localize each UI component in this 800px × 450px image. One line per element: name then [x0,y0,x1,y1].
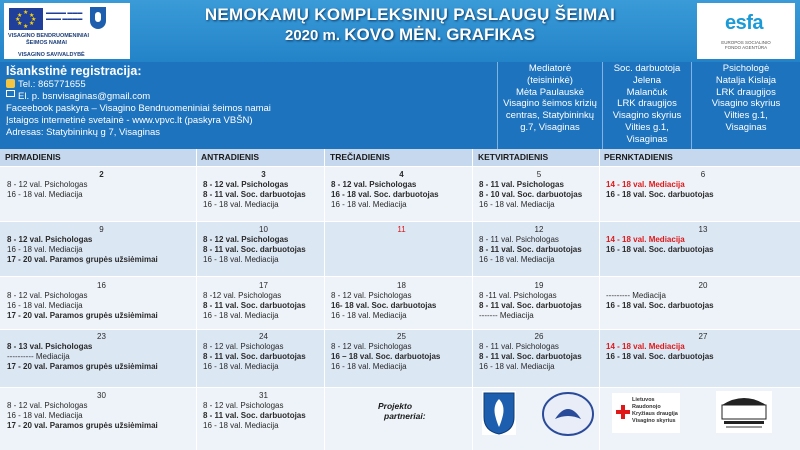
specialist-mediator: Mediatorė (teisininkė) Mėta Paulauskė Visagino šeimos krizių centras, Statybininkų g.7, Visaginas [498,62,602,149]
phone-icon [6,79,15,88]
day-wednesday: TREČIADIENIS [330,152,390,162]
day-cell-25: 25 8 - 12 val. Psichologas 16 – 18 val. Soc. darbuotojas 16 - 18 val. Mediacija [331,332,441,371]
esfa-logo-text: esfa [725,12,764,34]
page-subtitle: 2020 m. KOVO MĖN. GRAFIKAS [284,25,535,44]
day-cell-26: 26 8 - 11 val. Psichologas 8 - 11 val. Soc. darbuotojas 16 - 18 val. Mediacija [479,332,582,371]
day-cell-16: 16 8 - 12 val. Psichologas 16 - 18 val. Mediacija 17 - 20 val. Paramos grupės užsiėmimai [7,281,158,320]
header-banner [0,0,800,62]
day-cell-20: 20 --------- Mediacija 16 - 18 val. Soc. darbuotojas [606,281,714,310]
municipality-name: VISAGINO SAVIVALDYBĖ [18,52,85,58]
day-cell-13: 13 14 - 18 val. Mediacija 16 - 18 val. Soc. darbuotojas [606,225,714,254]
website-text: Įstaigos internetinė svetainė - www.vpvc.lt (paskyra VBŠN) [6,115,253,126]
days-header-row [0,149,800,166]
day-tuesday: ANTRADIENIS [201,152,260,162]
day-friday: PERNKTADIENIS [604,152,673,162]
day-cell-5: 5 8 - 11 val. Psichologas 8 - 10 val. Soc. darbuotojas 16 - 18 val. Mediacija [479,170,583,209]
eu-text: ▬▬▬▬ ▬▬▬ ▬▬▬ ▬▬▬▬ [46,10,83,22]
esfa-subtitle: EUROPOS SOCIALINIO FONDO AGENTŪRA [721,40,771,50]
eu-flag-icon: ★ ★ ★ ★ ★ ★ ★ ★ [9,8,43,30]
day-cell-30: 30 8 - 12 val. Psichologas 16 - 18 val. Mediacija 17 - 20 val. Paramos grupės užsiėmimai [7,391,158,430]
day-cell-2: 2 8 - 12 val. Psichologas 16 - 18 val. Mediacija [7,170,104,199]
registration-heading: Išankstinė registracija: [6,64,142,78]
day-cell-4: 4 8 - 12 val. Psichologas 16 - 18 val. Soc. darbuotojas 16 - 18 val. Mediacija [331,170,439,209]
day-thursday: KETVIRTADIENIS [478,152,549,162]
address-text: Adresas: Statybininkų g 7, Visaginas [6,127,161,138]
day-cell-27: 27 14 - 18 val. Mediacija 16 - 18 val. Soc. darbuotojas [606,332,714,361]
email-text: El. p. bsnvisaginas@gmail.com [18,91,151,102]
partners-label: Projekto partneriai: [378,401,426,421]
day-cell-24: 24 8 - 12 val. Psichologas 8 - 11 val. Soc. darbuotojas 16 - 18 val. Mediacija [203,332,306,371]
day-cell-23: 23 8 - 13 val. Psichologas ---------- Mediacija 17 - 20 val. Paramos grupės užsiėmimai [7,332,158,371]
phone-text: Tel.: 865771655 [18,79,86,90]
day-monday: PIRMADIENIS [5,152,61,162]
org-name: VISAGINO BENDRUOMENINIAI ŠEIMOS NAMAI [8,33,89,46]
mail-icon [6,90,15,97]
day-cell-10: 10 8 - 12 val. Psichologas 8 - 11 val. Soc. darbuotojas 16 - 18 val. Mediacija [203,225,306,264]
specialist-social-worker: Soc. darbuotoja Jelena Malančuk LRK draugijos Visagino skyrius Vilties g.1, Visaginas [603,62,691,149]
page-title: NEMOKAMŲ KOMPLEKSINIŲ PASLAUGŲ ŠEIMAI [204,5,616,24]
red-cross-logo: Lietuvos Raudonojo Kryžiaus draugija Visagino skyrius [612,393,680,433]
day-cell-31: 31 8 - 12 val. Psichologas 8 - 11 val. Soc. darbuotojas 16 - 18 val. Mediacija [203,391,306,430]
partner-crisis-center-logo-icon [716,391,772,433]
day-cell-9: 9 8 - 12 val. Psichologas 16 - 18 val. Mediacija 17 - 20 val. Paramos grupės užsiėmimai [7,225,158,264]
visaginas-crest-icon [90,7,106,29]
day-cell-19: 19 8 -11 val. Psichologas 8 - 11 val. Soc. darbuotojas ------- Mediacija [479,281,582,320]
organization-logo [4,3,130,59]
visaginas-coat-of-arms-icon [482,391,516,435]
day-cell-18: 18 8 - 12 val. Psichologas 16- 18 val. Soc. darbuotojas 16 - 18 val. Mediacija [331,281,437,320]
day-cell-3: 3 8 - 12 val. Psichologas 8 - 11 val. Soc. darbuotojas 16 - 18 val. Mediacija [203,170,306,209]
specialist-psychologist: Psichologė Natalja Kislaja LRK draugijos Visagino skyrius Vilties g.1, Visaginas [692,62,800,149]
facebook-text: Faceebook paskyra – Visagino Bendruomeniniai šeimos namai [6,103,271,114]
esfa-logo [697,3,795,59]
contact-panel [0,62,497,149]
day-cell-11-holiday: 11 [397,225,406,234]
day-cell-6: 6 14 - 18 val. Mediacija 16 - 18 val. Soc. darbuotojas [606,170,714,199]
day-cell-12: 12 8 - 11 val. Psichologas 8 - 11 val. Soc. darbuotojas 16 - 18 val. Mediacija [479,225,582,264]
day-cell-17: 17 8 -12 val. Psichologas 8 - 11 val. Soc. darbuotojas 16 - 18 val. Mediacija [203,281,306,320]
red-cross-icon [616,405,630,419]
partner-round-logo-icon [541,391,595,437]
